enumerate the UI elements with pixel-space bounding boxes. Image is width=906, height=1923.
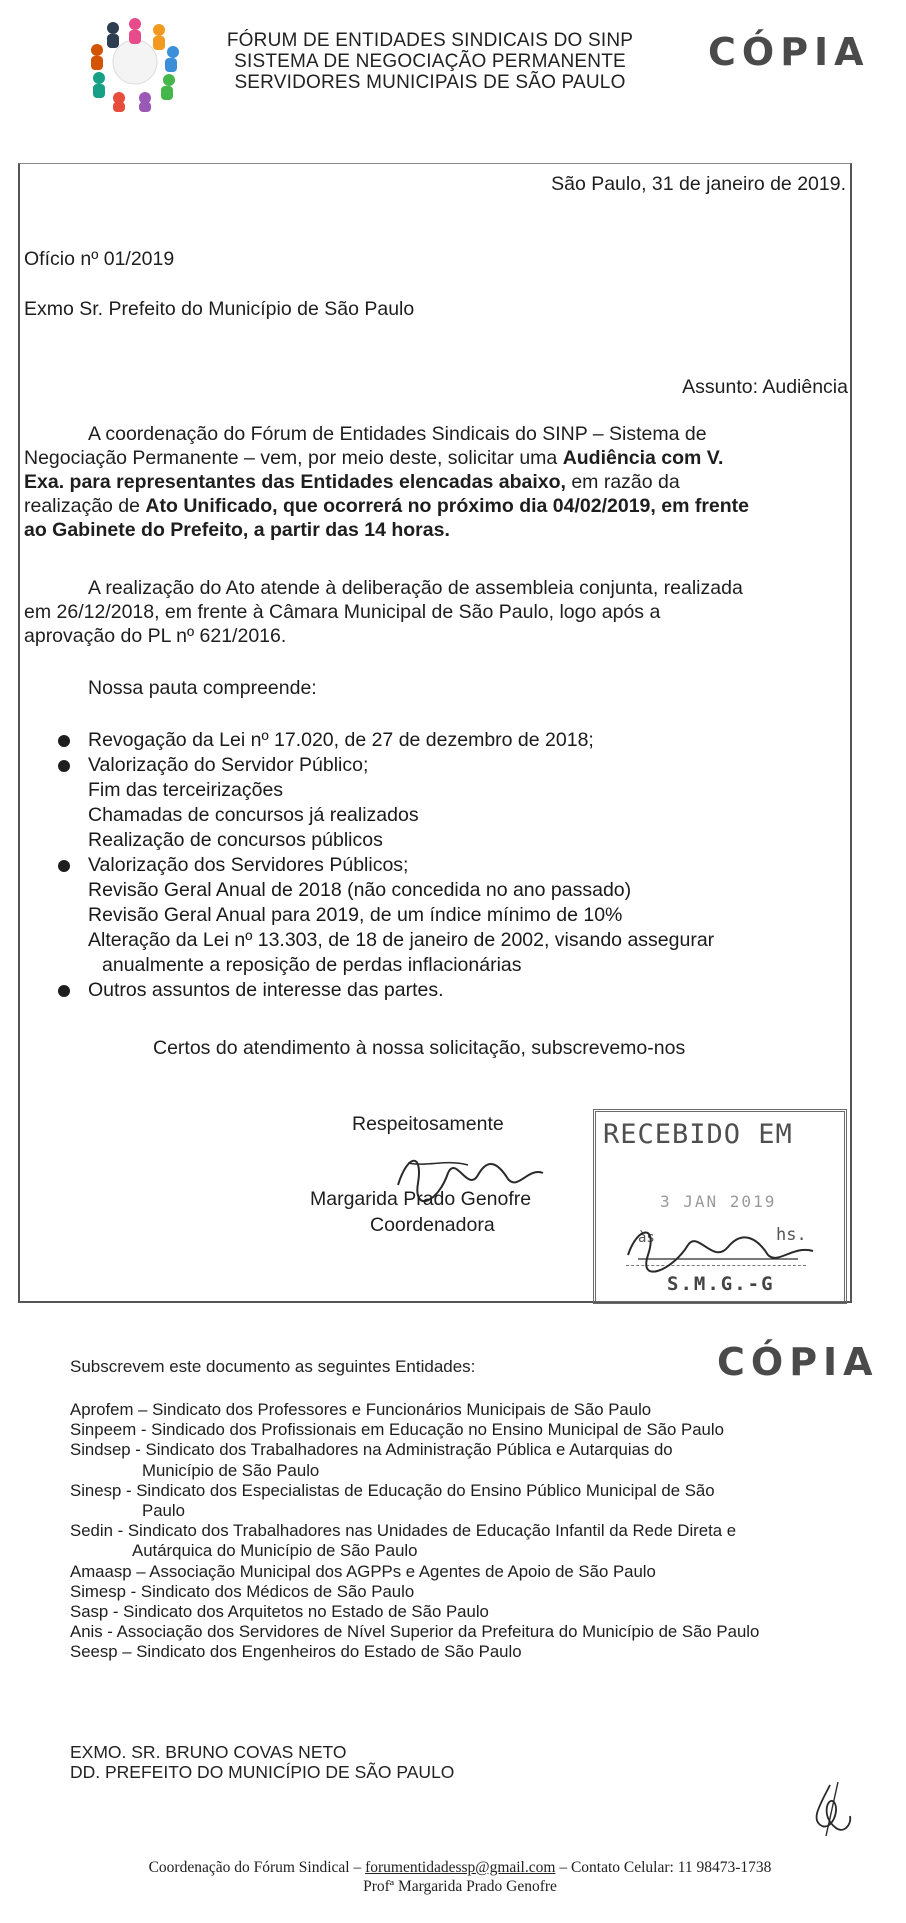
entity-sinpeem: Sinpeem - Sindicado dos Profissionais em Educação no Ensino Municipal de São Paulo [70,1420,724,1440]
entity-sinesp [70,1481,870,1521]
p1-line-2-bold: Audiência com V. [562,447,724,469]
agenda-item-1-text: Revogação da Lei nº 17.020, de 27 de dezembro de 2018; [88,729,594,751]
p1-line-1: A coordenação do Fórum de Entidades Sindicais do SINP – Sistema de [88,423,707,445]
agenda-item-1 [56,728,816,753]
entity-sedin-line-1: Sedin - Sindicato dos Trabalhadores nas Unidades de Educação Infantil da Rede Direta e [70,1521,737,1541]
entity-aprofem: Aprofem – Sindicato dos Professores e Funcionários Municipais de São Paulo [70,1400,652,1419]
footer-prefix: Coordenação do Fórum Sindical – [148,1859,366,1876]
p1-line-3-text: em razão da [565,471,680,493]
entity-sindsep [70,1440,870,1480]
recipient-line-2: DD. PREFEITO DO MUNICÍPIO DE SÃO PAULO [70,1762,455,1782]
entity-sindsep-line-1: Sindsep - Sindicato dos Trabalhadores na Administração Pública e Autarquias do [70,1440,673,1460]
entity-sedin [70,1521,870,1561]
regards: Respeitosamente [352,1113,504,1135]
entity-simesp: Simesp - Sindicato dos Médicos de São Paulo [70,1581,415,1601]
footer-email-link[interactable]: forumentidadessp@gmail.com [365,1859,556,1876]
copia-stamp-top: CÓPIA [708,30,870,74]
stamp-title: RECEBIDO EM [603,1119,793,1150]
header-line-3: SERVIDORES MUNICIPAIS DE SÃO PAULO [234,72,626,93]
stamp-date: 3 JAN 2019 [660,1192,777,1211]
entity-sasp: Sasp - Sindicato dos Arquitetos no Estado de São Paulo [70,1602,489,1622]
agenda-item-2-text: Valorização do Servidor Público; [88,754,369,776]
p1-line-2-text: Negociação Permanente – vem, por meio deste, solicitar uma [24,447,563,469]
agenda-item-3-text: Valorização dos Servidores Públicos; [88,854,409,876]
agenda-subitem: Alteração da Lei nº 13.303, de 18 de janeiro de 2002, visando assegurar [88,929,715,951]
entity-sinesp-line-1: Sinesp - Sindicato dos Especialistas de Educação do Ensino Público Municipal de São [70,1480,715,1500]
entity-amaasp: Amaasp – Associação Municipal dos AGPPs e Agentes de Apoio de São Paulo [70,1561,656,1581]
copia-stamp-bottom: CÓPIA [717,1340,879,1384]
agenda-intro: Nossa pauta compreende: [88,677,317,699]
agenda-item-4 [56,978,816,1003]
recipient-address [70,1742,454,1782]
entity-seesp: Seesp – Sindicato dos Engenheiros do Estado de São Paulo [70,1642,522,1662]
p1-line-3 [24,470,854,494]
agenda-item-4-text: Outros assuntos de interesse das partes. [88,979,444,1001]
p2-line-2: em 26/12/2018, em frente à Câmara Municipal de São Paulo, logo após a [24,601,661,623]
page-footer [60,1858,860,1896]
recipient-line-1: EXMO. SR. BRUNO COVAS NETO [70,1742,347,1762]
entity-sedin-line-2: Autárquica do Município de São Paulo [132,1541,418,1561]
forum-logo-icon [84,12,186,112]
entity-sindsep-line-2: Município de São Paulo [142,1460,320,1480]
footer-line-2: Profª Margarida Prado Genofre [363,1878,557,1895]
signer-title: Coordenadora [370,1214,495,1236]
bullet-icon [58,760,70,772]
agenda-subitem-continued: anualmente a reposição de perdas inflacionárias [102,954,522,976]
p1-line-3-bold: Exa. para representantes das Entidades elencadas abaixo, [24,471,566,493]
letter-oficio-number: Ofício nº 01/2019 [24,248,175,270]
entity-sinesp-line-2: Paulo [142,1501,185,1521]
footer-contact: – Contato Celular: 11 98473-1738 [555,1859,772,1876]
bullet-icon [58,860,70,872]
agenda-subitem: Revisão Geral Anual para 2019, de um índice mínimo de 10% [88,904,623,926]
p1-line-4-text: realização de [24,495,146,517]
stamp-unit: S.M.G.-G [667,1273,775,1295]
agenda-subitem: Revisão Geral Anual de 2018 (não concedida no ano passado) [88,879,632,901]
letter-subject: Assunto: Audiência [682,376,848,398]
letter-date: São Paulo, 31 de janeiro de 2019. [551,173,846,195]
initials-signature-icon [800,1780,860,1840]
agenda-subitem: Chamadas de concursos já realizados [88,804,419,826]
agenda-item-3 [56,853,816,878]
p2-line-1: A realização do Ato atende à deliberação de assembleia conjunta, realizada [88,577,743,599]
agenda-subitem: Fim das terceirizações [88,779,284,801]
entity-anis: Anis - Associação dos Servidores de Nível Superior da Prefeitura do Município de São Paulo [70,1622,760,1642]
agenda-subitem: Realização de concursos públicos [88,829,383,851]
letter-addressee: Exmo Sr. Prefeito do Município de São Paulo [24,298,415,320]
header-line-2: SISTEMA DE NEGOCIAÇÃO PERMANENTE [234,51,626,72]
footer-line-1 [60,1858,860,1877]
letter-paragraph-2 [24,576,854,648]
p1-line-2 [24,446,854,470]
closing-line: Certos do atendimento à nossa solicitação, subscrevemo-nos [153,1037,686,1059]
agenda-item-2 [56,753,816,778]
p1-line-4 [24,494,854,518]
p1-line-5-bold: ao Gabinete do Prefeito, a partir das 14 horas. [24,519,450,541]
p1-line-4-bold: Ato Unificado, que ocorrerá no próximo dia 04/02/2019, em frente [145,495,750,517]
p1-line-5 [24,518,854,542]
entities-list [70,1400,870,1663]
letter-paragraph-1 [24,422,854,542]
signer-name: Margarida Prado Genofre [310,1188,532,1210]
bullet-icon [58,985,70,997]
header-line-1: FÓRUM DE ENTIDADES SINDICAIS DO SINP [226,30,634,51]
forum-header [190,30,670,93]
p2-line-3: aprovação do PL nº 621/2016. [24,625,287,647]
entities-heading: Subscrevem este documento as seguintes Entidades: [70,1357,476,1376]
bullet-icon [58,735,70,747]
stamp-hs: hs. [776,1225,807,1245]
stamp-signature-icon [618,1225,818,1275]
agenda-list [56,728,816,1003]
stamp-as: às [638,1230,655,1246]
